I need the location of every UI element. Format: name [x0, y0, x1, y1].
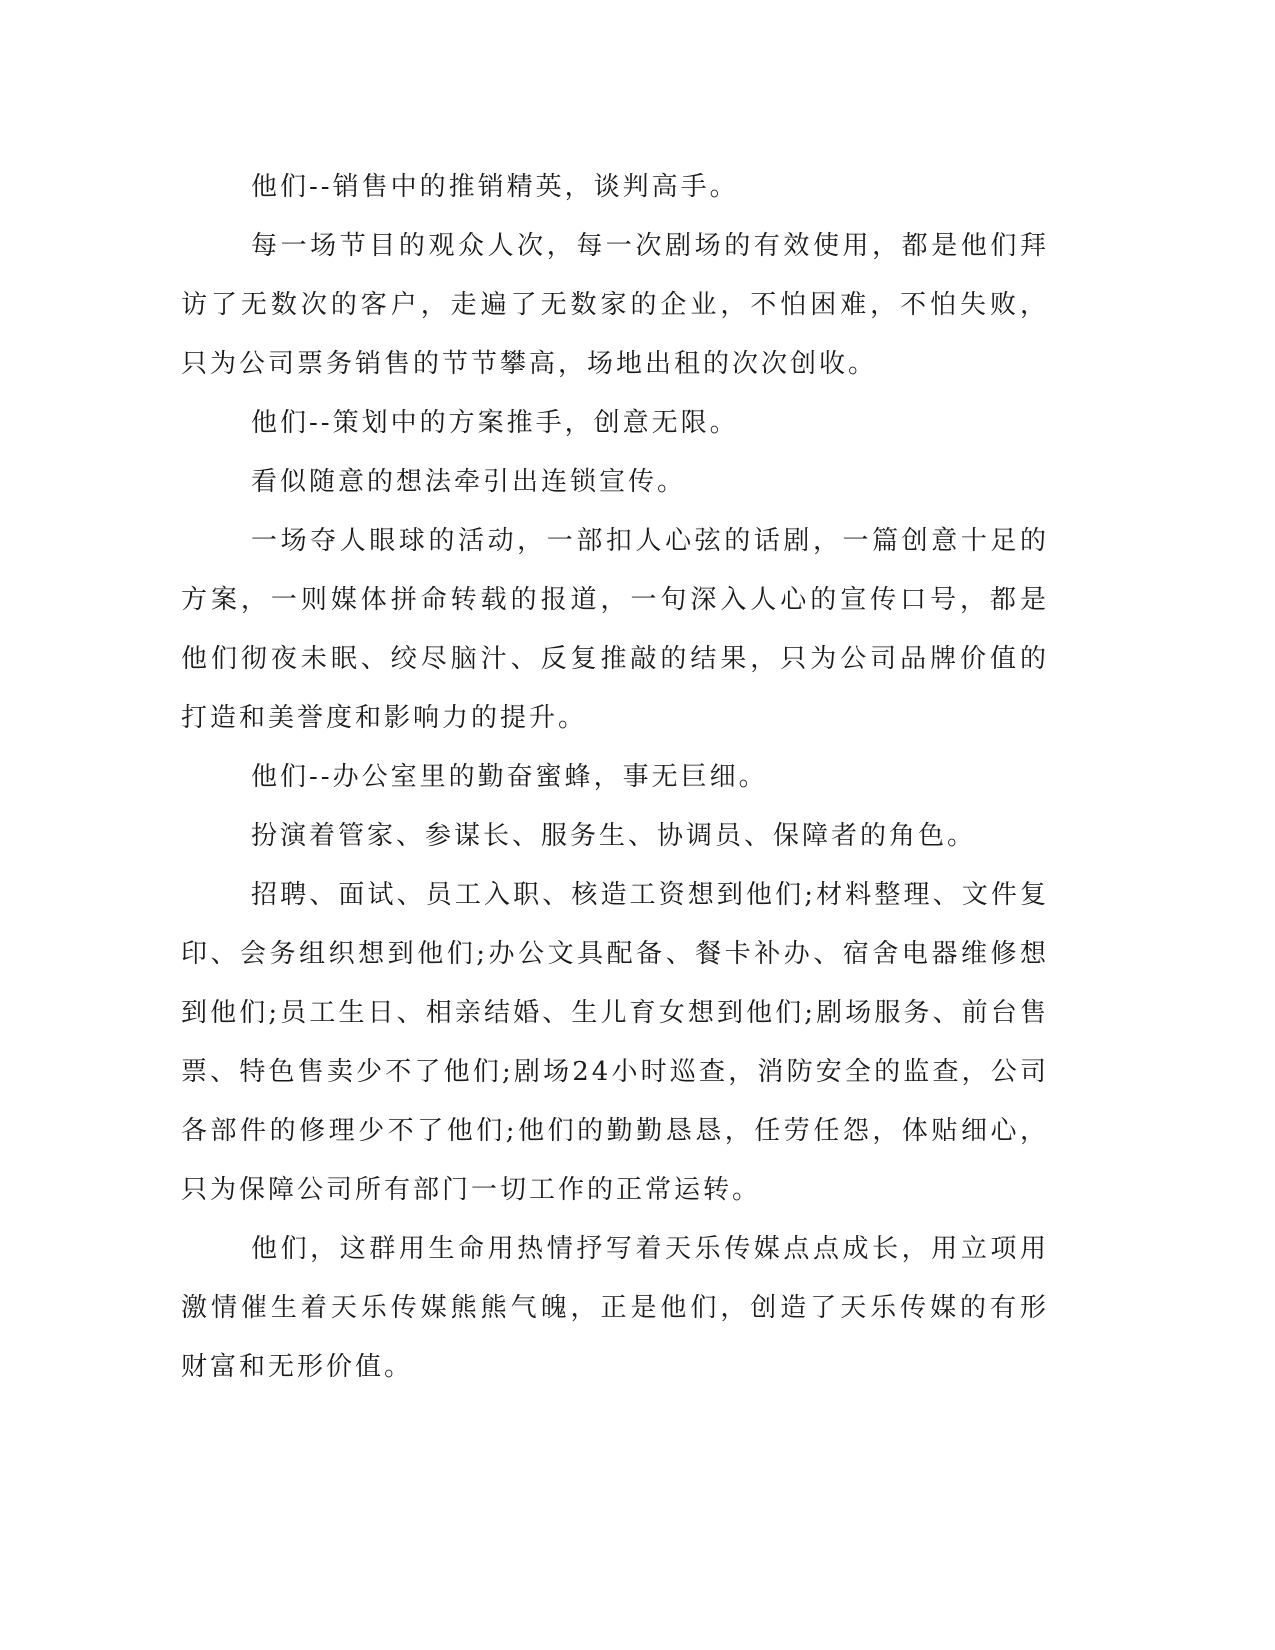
paragraph: 招聘、面试、员工入职、核造工资想到他们;材料整理、文件复印、会务组织想到他们;办公文具配备、餐卡补办、宿舍电器维修想到他们;员工生日、相亲结婚、生儿育女想到他们;剧场服务、前台售票、特色售卖少不了他们;剧场24小时巡查，消防安全的监查，公司各部件的修理少不了他们;他们的勤勤恳恳，任劳任怨，体贴细心，只为保障公司所有部门一切工作的正常运转。 — [181, 880, 1049, 1205]
document-body — [181, 158, 1049, 1397]
paragraph: 他们--销售中的推销精英，谈判高手。 — [251, 172, 739, 202]
paragraph: 一场夺人眼球的活动，一部扣人心弦的话剧，一篇创意十足的方案，一则媒体拼命转载的报道，一句深入人心的宣传口号，都是他们彻夜未眠、绞尽脑汁、反复推敲的结果，只为公司品牌价值的打造和美誉度和影响力的提升。 — [181, 526, 1049, 733]
paragraph: 他们--办公室里的勤奋蜜蜂，事无巨细。 — [251, 762, 768, 792]
paragraph: 他们，这群用生命用热情抒写着天乐传媒点点成长，用立项用激情催生着天乐传媒熊熊气魄，正是他们，创造了天乐传媒的有形财富和无形价值。 — [181, 1234, 1049, 1382]
paragraph: 他们--策划中的方案推手，创意无限。 — [251, 408, 739, 438]
paragraph: 看似随意的想法牵引出连锁宣传。 — [251, 467, 687, 497]
paragraph: 每一场节目的观众人次，每一次剧场的有效使用，都是他们拜访了无数次的客户，走遍了无数家的企业，不怕困难，不怕失败，只为公司票务销售的节节攀高，场地出租的次次创收。 — [181, 231, 1049, 379]
paragraph: 扮演着管家、参谋长、服务生、协调员、保障者的角色。 — [251, 821, 977, 851]
